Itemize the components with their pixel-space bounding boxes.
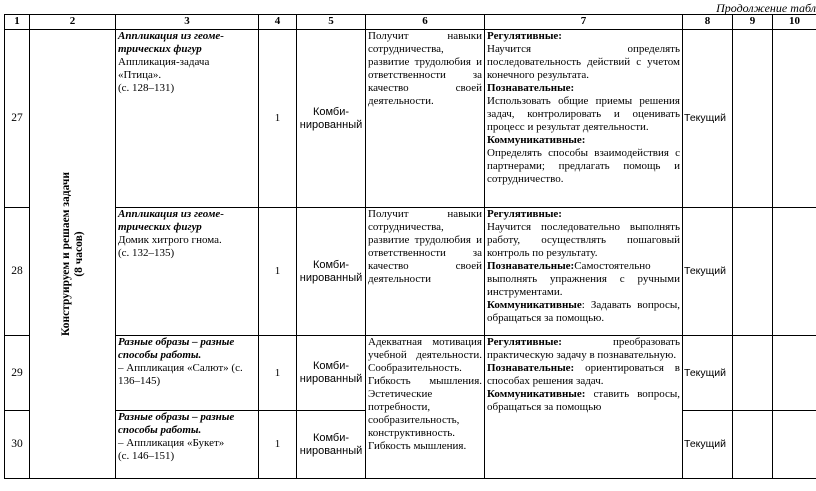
cognitive-label: Познавательные: [487,82,575,94]
lesson-type: Комби-нированный [297,336,366,411]
table-row [5,208,816,336]
header-cell: 9 [733,15,773,30]
empty-cell [733,30,773,208]
header-cell: 2 [30,15,116,30]
communicative-label: Коммуникативные [487,299,582,311]
header-cell: 8 [683,15,733,30]
lesson-type: Комби-нированный [297,208,366,336]
header-cell: 3 [116,15,259,30]
cognitive-text: Использовать общие приемы решения задач, контролировать и оценивать процесс и результат деятельности. [487,95,680,133]
lesson-topic [116,411,259,479]
control-type: Текущий [683,336,733,411]
cognitive-label: Познавательные: [487,362,575,374]
uud-cell [485,208,683,336]
topic-desc: – Аппликация «Салют» (с. 136–145) [118,362,243,387]
topic-desc: Аппликация-задача [118,56,210,68]
lesson-number: 29 [5,336,30,411]
topic-title: Разные образы – разные способы работы. [118,336,235,361]
control-type: Текущий [683,208,733,336]
topic-desc: Домик хитрого гнома. [118,234,222,246]
header-cell: 6 [366,15,485,30]
cognitive-label: Познавательные: [487,260,575,272]
empty-cell [773,30,816,208]
continuation-label: Продолжение табл [716,1,816,15]
uud-cell [485,30,683,208]
topic-desc: «Птица». [118,69,162,81]
control-type: Текущий [683,30,733,208]
communicative-text: Определять способы взаимодействия с партнерами; предлагать помощь и сотрудничество. [487,147,680,185]
regulative-text: преобразовать практическую задачу в познавательную. [487,336,680,361]
communicative-label: Коммуникативные: [487,134,586,146]
lesson-topic [116,336,259,411]
empty-cell [773,336,816,411]
regulative-label: Регулятивные: [487,30,562,42]
lesson-number: 30 [5,411,30,479]
communicative-text: : Задавать вопросы, обращаться за помощью. [487,299,680,324]
regulative-text: Научится последовательно выполнять работу, осуществлять пошаговый контроль по результату. [487,221,680,259]
cognitive-text: Самостоятельно выполнять упражнения с ручными инструментами. [487,260,680,298]
empty-cell [773,208,816,336]
communicative-label: Коммуникативные: [487,388,586,400]
lesson-plan-table [4,14,816,479]
header-cell: 5 [297,15,366,30]
empty-cell [733,411,773,479]
topic-pages: (с. 128–131) [118,82,175,94]
lesson-number: 28 [5,208,30,336]
section-label-cell [30,30,116,479]
hours: 1 [259,30,297,208]
cognitive-text: ориентироваться в способах решения задач. [487,362,680,387]
lesson-topic [116,208,259,336]
hours: 1 [259,336,297,411]
header-cell: 7 [485,15,683,30]
lesson-topic [116,30,259,208]
empty-cell [733,208,773,336]
control-type: Текущий [683,411,733,479]
personal-results: Получит навыки сотрудничества, развитие трудолюбия и ответственности за качество своей деятельности. [366,30,485,208]
lesson-type: Комби-нированный [297,30,366,208]
topic-title: Аппликация из геоме-трических фигур [118,30,224,55]
empty-cell [733,336,773,411]
table-row [5,336,816,411]
personal-results: Адекватная мотивация учебной деятельности. Сообразительность. Гибкость мышления. Эстетические потребности, сообразительность, конструктивность. Гибкость мышления. [366,336,485,479]
header-row [5,15,816,30]
topic-pages: (с. 146–151) [118,450,175,462]
header-cell: 10 [773,15,816,30]
hours: 1 [259,208,297,336]
header-cell: 1 [5,15,30,30]
table-row [5,30,816,208]
topic-pages: (с. 132–135) [118,247,175,259]
empty-cell [773,411,816,479]
communicative-text: ставить вопросы, обращаться за помощью [487,388,680,413]
hours: 1 [259,411,297,479]
topic-title: Разные образы – разные способы работы. [118,411,235,436]
topic-desc: – Аппликация «Букет» [118,437,225,449]
regulative-label: Регулятивные: [487,336,562,348]
section-label: Конструируем и решаем задачи (8 часов) [59,172,85,336]
header-cell: 4 [259,15,297,30]
lesson-number: 27 [5,30,30,208]
lesson-type: Комби-нированный [297,411,366,479]
uud-cell [485,336,683,479]
topic-title: Аппликация из геоме-трических фигур [118,208,224,233]
regulative-text: Научится определять последовательность действий с учетом конечного результата. [487,43,680,81]
personal-results: Получит навыки сотрудничества, развитие трудолюбия и ответственности за качество своей деятельности [366,208,485,336]
regulative-label: Регулятивные: [487,208,562,220]
